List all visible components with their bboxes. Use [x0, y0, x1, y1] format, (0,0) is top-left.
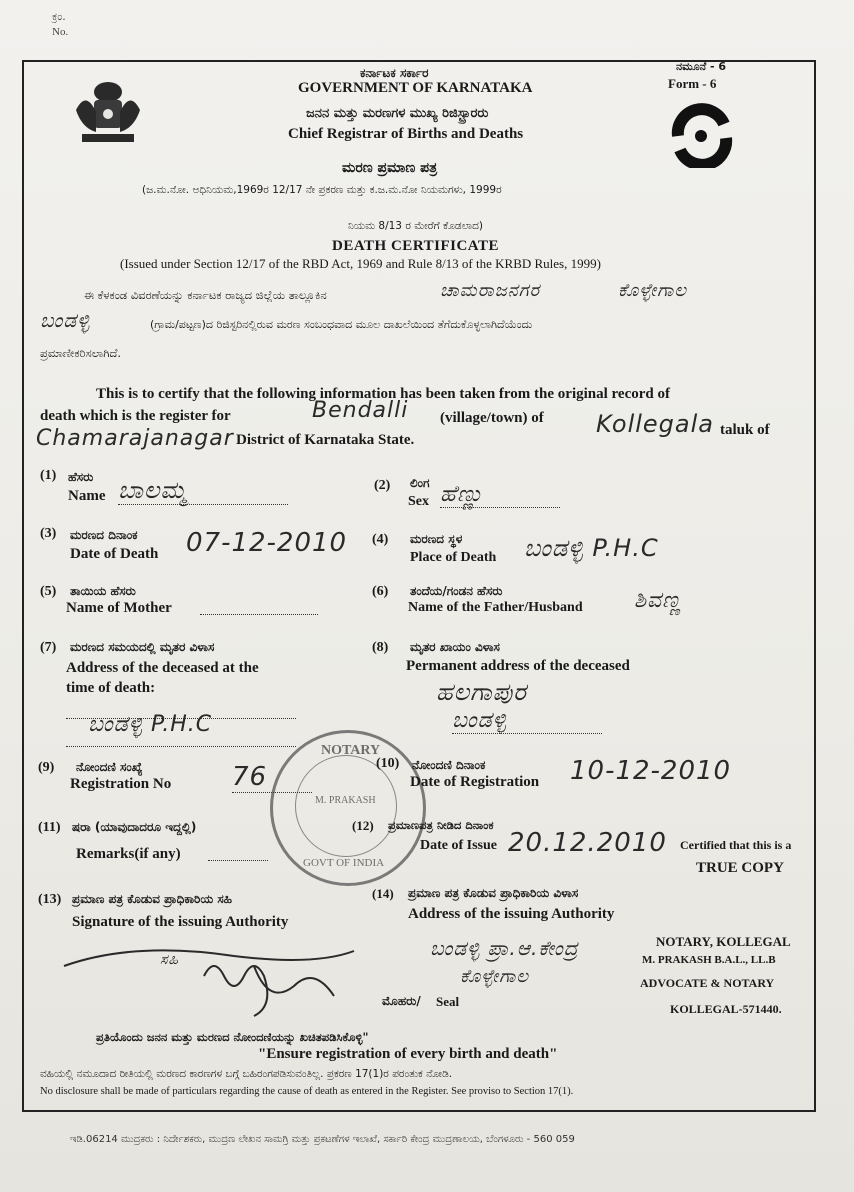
taluk-en-handwritten: Kollegala: [596, 410, 714, 438]
permanent-address-value-1: ಹಲಗಾಪುರ: [436, 678, 527, 706]
notary-line-3: ADVOCATE & NOTARY: [640, 976, 775, 990]
district-en-handwritten: Chamarajanagar: [36, 426, 234, 451]
registration-date-value: 10-12-2010: [570, 756, 732, 786]
karnataka-emblem-icon: [68, 70, 148, 154]
corner-number-en: No.: [52, 26, 69, 38]
authority-signature-icon: [54, 936, 384, 1030]
registrar-title-kn: ಜನನ ಮತ್ತು ಮರಣಗಳ ಮುಖ್ಯ ರಿಜಿಸ್ಟ್ರಾರರು: [306, 106, 489, 121]
notary-attestation: Certified that this is a: [680, 838, 792, 852]
field-6-number: (6): [372, 584, 389, 599]
remarks-blank: [208, 858, 268, 861]
act-reference-kn-2: ನಿಯಮ 8/13 ರ ಮೇರೆಗೆ ಕೊಡಲಾದ): [348, 220, 483, 232]
certify-line3: District of Karnataka State.: [236, 432, 415, 448]
field-1-label-kn: ಹೆಸರು: [68, 470, 94, 484]
field-4-number: (4): [372, 532, 389, 547]
registration-number-value: 76: [232, 762, 312, 793]
intro-kn-line2: (ಗ್ರಾಮ/ಪಟ್ಟಣ)ದ ರಿಜಿಸ್ಟರಿನಲ್ಲಿರುವ ಮರಣ ಸಂಬಂಧವಾದ ಮೂಲ ದಾಖಲೆಯಿಂದ ತೆಗೆದುಕೊಳ್ಳಲಾಗಿದೆಯೆಂದು: [150, 318, 533, 331]
field-3-label-en: Date of Death: [70, 546, 159, 562]
field-14-label-kn: ಪ್ರಮಾಣ ಪತ್ರ ಕೊಡುವ ಪ್ರಾಧಿಕಾರಿಯ ವಿಳಾಸ: [408, 886, 579, 900]
field-8-label-en: Permanent address of the deceased: [406, 658, 630, 674]
field-5-number: (5): [40, 584, 57, 599]
field-14-label-en: Address of the issuing Authority: [408, 906, 615, 922]
certificate-title-en: DEATH CERTIFICATE: [332, 238, 500, 254]
address-at-death-dots-2: [66, 744, 296, 747]
field-2-label-kn: ಲಿಂಗ: [410, 476, 430, 490]
father-husband-value: ಶಿವಣ್ಣ: [634, 588, 682, 613]
permanent-address-value-2: ಬಂಡಳ್ಳಿ: [452, 708, 602, 734]
ensure-registration-en: "Ensure registration of every birth and death": [258, 1046, 558, 1062]
authority-address-value-1: ಬಂಡಳ್ಳಿ ಪ್ರಾ.ಆ.ಕೇಂದ್ರ: [430, 936, 579, 960]
field-6-label-en: Name of the Father/Husband: [408, 600, 583, 615]
field-7-label-kn: ಮರಣದ ಸಮಯದಲ್ಲಿ ಮೃತರ ವಿಳಾಸ: [70, 640, 215, 654]
field-11-label-en: Remarks(if any): [76, 846, 181, 862]
seal-label-en: Seal: [436, 994, 460, 1009]
field-13-label-kn: ಪ್ರಮಾಣ ಪತ್ರ ಕೊಡುವ ಪ್ರಾಧಿಕಾರಿಯ ಸಹಿ: [72, 892, 232, 906]
intro-kn-line1: ಈ ಕೆಳಕಂಡ ವಿವರಣೆಯನ್ನು ಕರ್ನಾಟಕ ರಾಜ್ಯದ ಜಿಲ್ಲೆಯ ತಾಲ್ಲೂಕಿನ: [84, 288, 327, 302]
field-2-number: (2): [374, 478, 391, 493]
certificate-title-kn: ಮರಣ ಪ್ರಮಾಣ ಪತ್ರ: [342, 160, 438, 176]
true-copy-label: TRUE COPY: [696, 860, 784, 876]
authority-address-value-2: ಕೊಳ್ಳೇಗಾಲ: [460, 966, 529, 987]
gov-title-kn: ಕರ್ನಾಟಕ ಸರ್ಕಾರ: [360, 66, 429, 80]
field-3-number: (3): [40, 526, 57, 541]
seal-label-kn: ಮೊಹರು/: [382, 994, 421, 1008]
field-6-label-kn: ತಂದೆಯ/ಗಂಡನ ಹೆಸರು: [410, 584, 503, 598]
village-en-handwritten: Bendalli: [312, 398, 409, 423]
registration-logo-icon: [660, 102, 742, 172]
issue-date-value: 20.12.2010: [508, 828, 667, 858]
field-1-number: (1): [40, 468, 57, 483]
field-2-label-en: Sex: [408, 494, 429, 509]
notary-stamp-bottom: GOVT OF INDIA: [303, 857, 385, 869]
field-7-label-en-1: Address of the deceased at the: [66, 660, 259, 676]
intro-kn-line3: ಪ್ರಮಾಣೀಕರಿಸಲಾಗಿದೆ.: [40, 346, 122, 360]
deceased-name-value: ಬಾಲಮ್ಮ: [118, 476, 288, 505]
gov-title-en: GOVERNMENT OF KARNATAKA: [298, 80, 533, 96]
registrar-title-en: Chief Registrar of Births and Deaths: [288, 126, 524, 142]
form-number-en: Form - 6: [668, 76, 717, 91]
notary-line-2: M. PRAKASH B.A.L., LL.B: [642, 954, 776, 966]
corner-number-kn: ಕ್ರಂ.: [52, 10, 66, 23]
certify-line1: This is to certify that the following information has been taken from the original record of: [96, 386, 670, 402]
field-9-number: (9): [38, 760, 55, 775]
address-at-death-value: ಬಂಡಳ್ಳಿ P.H.C: [88, 712, 213, 737]
field-10-label-en: Date of Registration: [410, 774, 540, 790]
field-8-number: (8): [372, 640, 389, 655]
field-7-number: (7): [40, 640, 57, 655]
field-1-label-en: Name: [68, 488, 106, 504]
field-11-label-kn: ಷರಾ (ಯಾವುದಾದರೂ ಇದ್ದಲ್ಲಿ): [72, 820, 197, 834]
footer-notice-kn: ವಹಿಯಲ್ಲಿ ನಮೂದಾದ ರೀತಿಯಲ್ಲಿ ಮರಣದ ಕಾರಣಗಳ ಬಗ್ಗೆ ಬಹಿರಂಗಪಡಿಸುವಂತಿಲ್ಲ. ಪ್ರಕರಣ 17(1)ರ ಪರಂತುಕ ನೋಡಿ.: [40, 1068, 453, 1080]
certify-line2a: death which is the register for: [40, 408, 231, 424]
taluk-kn-handwritten: ಕೊಳ್ಳೇಗಾಲ: [618, 280, 687, 301]
field-7-label-en-2: time of death:: [66, 680, 156, 696]
place-of-death-value: ಬಂಡಳ್ಳಿ P.H.C: [524, 534, 659, 562]
field-5-label-kn: ತಾಯಿಯ ಹೆಸರು: [70, 584, 136, 598]
field-10-number: (10): [376, 756, 400, 771]
form-number-kn: ನಮೂನೆ - 6: [676, 60, 727, 73]
field-13-label-en: Signature of the issuing Authority: [72, 914, 289, 930]
footer-notice-en: No disclosure shall be made of particulars regarding the cause of death as entered in the Register. See proviso to Section 17(1).: [40, 1086, 574, 1097]
field-12-label-kn: ಪ್ರಮಾಣಪತ್ರ ನೀಡಿದ ದಿನಾಂಕ: [388, 818, 494, 832]
notary-round-stamp: [270, 730, 426, 886]
field-12-number: (12): [352, 818, 374, 833]
field-8-label-kn: ಮೃತರ ಖಾಯಂ ವಿಳಾಸ: [410, 640, 500, 654]
notary-line-4: KOLLEGAL-571440.: [670, 1002, 782, 1016]
field-9-label-en: Registration No: [70, 776, 172, 792]
ensure-registration-kn: ಪ್ರತಿಯೊಂದು ಜನನ ಮತ್ತು ಮರಣದ ನೋಂದಣಿಯನ್ನು ಖಚಿತಪಡಿಸಿಕೊಳ್ಳಿ": [96, 1030, 369, 1044]
sex-value: ಹೆಣ್ಣು: [440, 482, 560, 508]
field-10-label-kn: ನೋಂದಣಿ ದಿನಾಂಕ: [412, 758, 486, 772]
signature-text: ಸಹಿ: [160, 952, 180, 968]
printer-info: ಇಡಿ.06214 ಮುದ್ರಕರು : ನಿರ್ದೇಶಕರು, ಮುದ್ರಣ ಲೇಖನ ಸಾಮಗ್ರಿ ಮತ್ತು ಪ್ರಕಟಣೆಗಳ ಇಲಾಖೆ, ಸರ್ಕಾರಿ ಕೇಂದ್ರ ಮುದ್ರಣಾಲಯ, ಬೆಂಗಳೂರು - 560 059: [70, 1134, 575, 1145]
act-reference-kn-1: (ಜ.ಮ.ನೋ. ಅಧಿನಿಯಮ,1969ರ 12/17 ನೇ ಪ್ರಕರಣ ಮತ್ತು ಕ.ಜ.ಮ.ನೋ ನಿಯಮಗಳು, 1999ರ: [142, 184, 502, 196]
field-9-label-kn: ನೋಂದಣಿ ಸಂಖ್ಯೆ: [76, 760, 143, 774]
notary-stamp-top: NOTARY: [321, 743, 381, 758]
mother-name-blank: [200, 612, 318, 615]
field-13-number: (13): [38, 892, 62, 907]
field-5-label-en: Name of Mother: [66, 600, 172, 616]
field-4-label-en: Place of Death: [410, 550, 497, 565]
issued-under-text: (Issued under Section 12/17 of the RBD Act, 1969 and Rule 8/13 of the KRBD Rules, 1999): [120, 256, 601, 271]
village-kn-handwritten: ಬಂಡಳ್ಳಿ: [40, 308, 91, 332]
district-kn-handwritten: ಚಾಮರಾಜನಗರ: [440, 280, 541, 301]
notary-stamp-name: M. PRAKASH: [315, 795, 376, 806]
certify-line2c: taluk of: [720, 422, 770, 438]
field-14-number: (14): [372, 886, 394, 901]
date-of-death-value: 07-12-2010: [186, 528, 348, 558]
field-12-label-en: Date of Issue: [420, 838, 497, 853]
field-3-label-kn: ಮರಣದ ದಿನಾಂಕ: [70, 528, 138, 542]
notary-line-1: NOTARY, KOLLEGAL: [656, 934, 791, 949]
certify-line2b: (village/town) of: [440, 410, 544, 426]
field-4-label-kn: ಮರಣದ ಸ್ಥಳ: [410, 532, 463, 546]
field-11-number: (11): [38, 820, 61, 835]
